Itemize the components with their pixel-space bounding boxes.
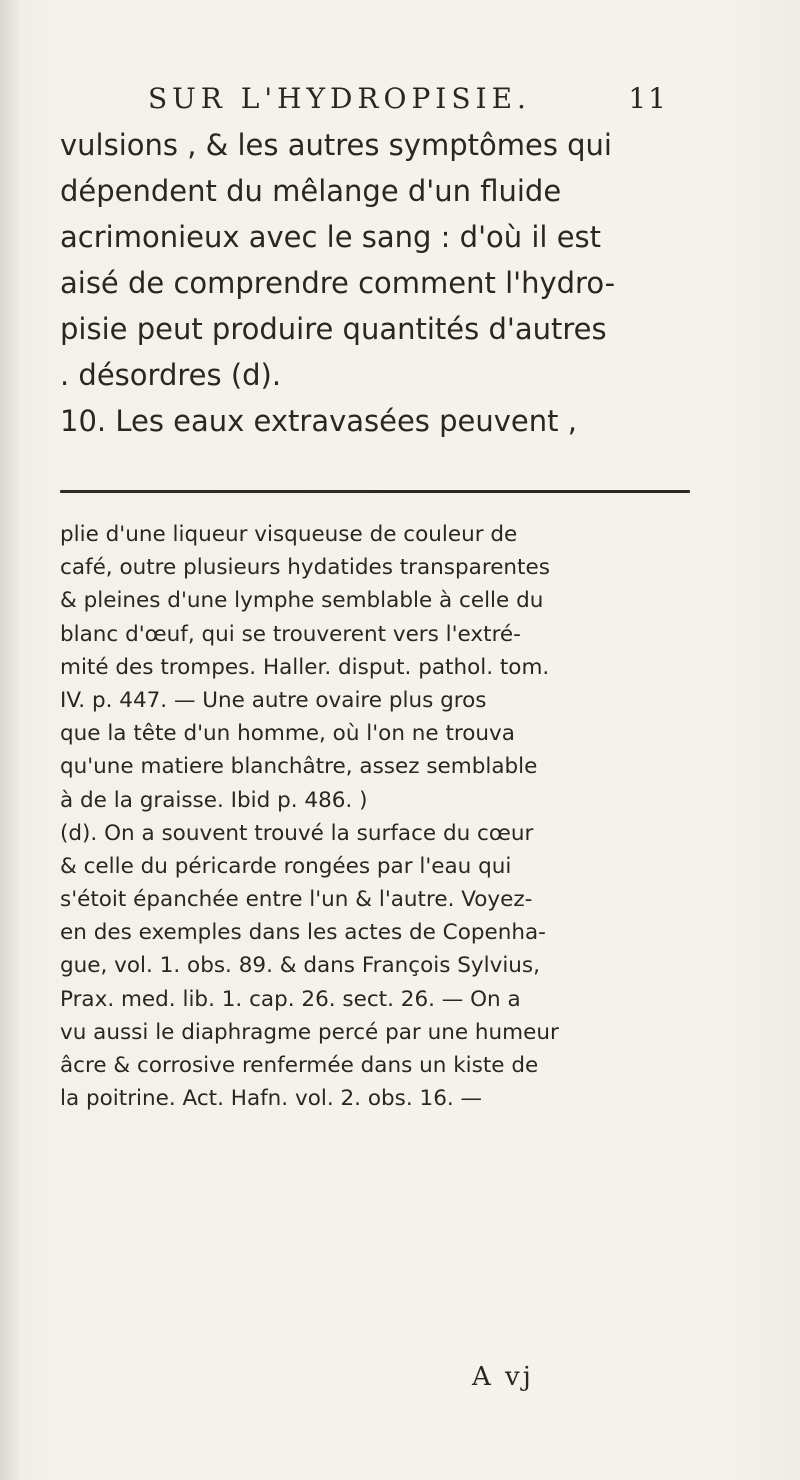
main-text-line: dépendent du mêlange d'un fluide: [60, 174, 562, 208]
footnote-line: blanc d'œuf, qui se trouverent vers l'extré-: [60, 621, 521, 647]
footnote-line: Prax. med. lib. 1. cap. 26. sect. 26. — On a: [60, 986, 521, 1012]
page-header: [148, 82, 668, 122]
footnote-line: IV. p. 447. — Une autre ovaire plus gros: [60, 687, 487, 713]
footnote-line: (d). On a souvent trouvé la surface du cœur: [60, 820, 534, 846]
footnote-line: & celle du péricarde rongées par l'eau qui: [60, 853, 512, 879]
main-text-line: pisie peut produire quantités d'autres: [60, 312, 607, 346]
main-text: [60, 122, 690, 444]
main-text-line: aisé de comprendre comment l'hydro-: [60, 266, 616, 300]
footnote-line: à de la graisse. Ibid p. 486. ): [60, 787, 368, 813]
page-number: 11: [628, 82, 668, 115]
main-text-line: 10. Les eaux extravasées peuvent ,: [60, 404, 577, 438]
footnote-line: mité des trompes. Haller. disput. pathol. tom.: [60, 654, 550, 680]
main-text-line: . désordres (d).: [60, 358, 282, 392]
footnote-line: qu'une matiere blanchâtre, assez semblable: [60, 754, 538, 780]
footnote-line: & pleines d'une lymphe semblable à celle du: [60, 588, 544, 614]
footnote-line: la poitrine. Act. Hafn. vol. 2. obs. 16. —: [60, 1086, 483, 1112]
footnote-line: en des exemples dans les actes de Copenha-: [60, 920, 546, 946]
footnote-line: vu aussi le diaphragme percé par une humeur: [60, 1019, 559, 1045]
signature-mark: A vj: [472, 1362, 534, 1392]
footnote-line: s'étoit épanchée entre l'un & l'autre. Voyez-: [60, 887, 533, 913]
footnote-text: [60, 518, 700, 1115]
footnote-separator-rule: [60, 490, 690, 493]
footnote-line: âcre & corrosive renfermée dans un kiste de: [60, 1053, 539, 1078]
running-title: SUR L'HYDROPISIE.: [148, 82, 531, 115]
footnote-line: gue, vol. 1. obs. 89. & dans François Sylvius,: [60, 953, 540, 979]
footnote-line: plie d'une liqueur visqueuse de couleur de: [60, 522, 518, 547]
main-text-line: acrimonieux avec le sang : d'où il est: [60, 220, 602, 254]
main-text-line: vulsions , & les autres symptômes qui: [60, 128, 612, 162]
footnote-line: que la tête d'un homme, où l'on ne trouva: [60, 721, 515, 747]
footnote-line: café, outre plusieurs hydatides transparentes: [60, 555, 550, 581]
page-binding-shadow: [0, 0, 18, 1480]
